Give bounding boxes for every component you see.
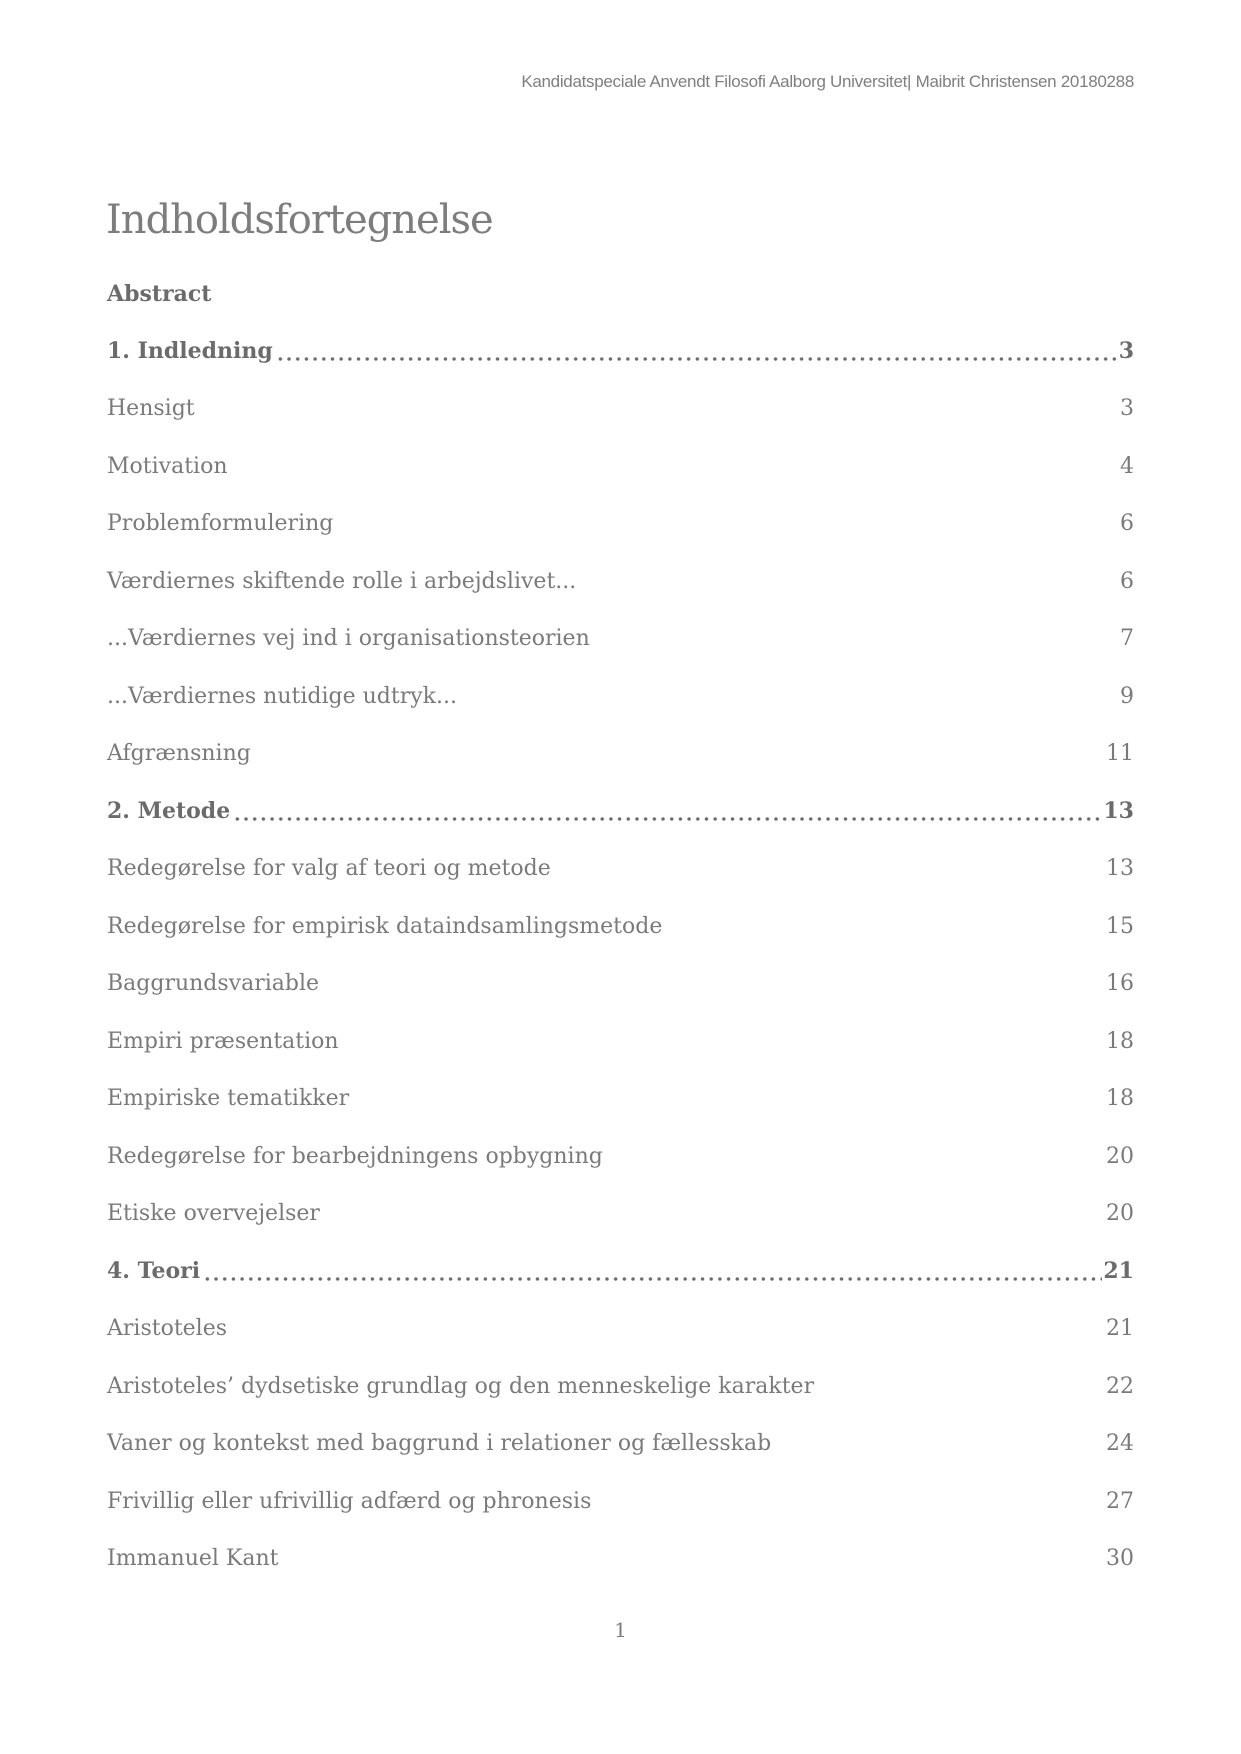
toc-entry-label: Empiri præsentation bbox=[107, 1028, 339, 1054]
toc-row bbox=[107, 323, 1134, 381]
toc-entry-page: 18 bbox=[1106, 1028, 1134, 1054]
toc-row bbox=[107, 1415, 1134, 1473]
toc-entry-label: 2. Metode bbox=[107, 798, 231, 825]
toc-entry-page: 24 bbox=[1106, 1431, 1134, 1457]
toc-entry-page: 7 bbox=[1120, 626, 1134, 652]
toc-row bbox=[107, 553, 1134, 611]
toc-entry-label: ...Værdiernes nutidige udtryk... bbox=[107, 683, 457, 709]
toc-entry-page: 13 bbox=[1103, 798, 1134, 825]
toc-entry-label: Aristoteles’ dydsetiske grundlag og den menneskelige karakter bbox=[107, 1373, 815, 1399]
toc-row bbox=[107, 1070, 1134, 1128]
toc-entry-label: Vaner og kontekst med baggrund i relationer og fællesskab bbox=[107, 1431, 772, 1457]
toc-entry-label: Immanuel Kant bbox=[107, 1546, 279, 1572]
toc-row bbox=[107, 1358, 1134, 1416]
toc-entry-label: Redegørelse for bearbejdningens opbygning bbox=[107, 1143, 603, 1169]
toc-entry-page: 22 bbox=[1106, 1373, 1134, 1399]
toc-row bbox=[107, 1473, 1134, 1531]
toc-row bbox=[107, 955, 1134, 1013]
page-number: 1 bbox=[614, 1618, 627, 1642]
toc-row bbox=[107, 380, 1134, 438]
toc-entry-label: Afgrænsning bbox=[107, 741, 251, 767]
toc-entry-label: 4. Teori bbox=[107, 1258, 201, 1285]
toc-row bbox=[107, 783, 1134, 841]
toc-entry-page: 11 bbox=[1106, 741, 1134, 767]
page-title: Indholdsfortegnelse bbox=[106, 197, 493, 243]
page-header-text: Kandidatspeciale Anvendt Filosofi Aalborg Universitet| Maibrit Christensen 20180288 bbox=[521, 72, 1134, 91]
toc-row bbox=[107, 438, 1134, 496]
toc-row bbox=[107, 1300, 1134, 1358]
toc-entry-page: 6 bbox=[1120, 511, 1134, 537]
toc-entry-label: Baggrundsvariable bbox=[107, 971, 320, 997]
toc-entry-page: 27 bbox=[1106, 1488, 1134, 1514]
toc-row bbox=[107, 1185, 1134, 1243]
toc-entry-label: 1. Indledning bbox=[107, 338, 273, 365]
toc-entry-page: 6 bbox=[1120, 568, 1134, 594]
toc-entry-page: 30 bbox=[1106, 1546, 1134, 1572]
toc-entry-page: 20 bbox=[1106, 1143, 1134, 1169]
toc-entry-page: 18 bbox=[1106, 1086, 1134, 1112]
toc-entry-page: 21 bbox=[1103, 1258, 1134, 1285]
toc-entry-label: Aristoteles bbox=[107, 1316, 228, 1342]
toc-row bbox=[107, 1013, 1134, 1071]
toc-row bbox=[107, 1128, 1134, 1186]
toc-row bbox=[107, 840, 1134, 898]
toc-entry-label: Abstract bbox=[107, 280, 212, 307]
toc-row bbox=[107, 1243, 1134, 1301]
toc-entry-label: Værdiernes skiftende rolle i arbejdslivet... bbox=[107, 568, 577, 594]
toc-entry-page: 21 bbox=[1106, 1316, 1134, 1342]
toc-entry-page: 3 bbox=[1118, 338, 1134, 365]
toc-entry-page: 3 bbox=[1120, 396, 1134, 422]
toc-row bbox=[107, 610, 1134, 668]
toc-row bbox=[107, 495, 1134, 553]
toc-entry-label: Etiske overvejelser bbox=[107, 1201, 320, 1227]
toc-dot-leader bbox=[203, 1277, 1102, 1281]
toc-row bbox=[107, 1530, 1134, 1588]
toc-entry-page: 9 bbox=[1120, 683, 1134, 709]
toc-entry-label: ...Værdiernes vej ind i organisationsteorien bbox=[107, 626, 590, 652]
toc-entry-page: 20 bbox=[1106, 1201, 1134, 1227]
toc-entry-label: Redegørelse for valg af teori og metode bbox=[107, 856, 551, 882]
toc-entry-page: 15 bbox=[1106, 913, 1134, 939]
toc-dot-leader bbox=[276, 357, 1118, 361]
toc-entry-page: 16 bbox=[1106, 971, 1134, 997]
toc-row bbox=[107, 265, 1134, 323]
toc-row bbox=[107, 725, 1134, 783]
table-of-contents bbox=[107, 265, 1134, 1588]
toc-entry-label: Frivillig eller ufrivillig adfærd og phronesis bbox=[107, 1488, 592, 1514]
toc-row bbox=[107, 668, 1134, 726]
toc-entry-label: Empiriske tematikker bbox=[107, 1086, 350, 1112]
toc-row bbox=[107, 898, 1134, 956]
toc-entry-page: 4 bbox=[1120, 453, 1134, 479]
toc-entry-label: Redegørelse for empirisk dataindsamlingsmetode bbox=[107, 913, 663, 939]
toc-dot-leader bbox=[233, 817, 1102, 821]
toc-entry-label: Problemformulering bbox=[107, 511, 334, 537]
toc-entry-label: Motivation bbox=[107, 453, 228, 479]
toc-entry-page: 13 bbox=[1106, 856, 1134, 882]
toc-entry-label: Hensigt bbox=[107, 396, 195, 422]
